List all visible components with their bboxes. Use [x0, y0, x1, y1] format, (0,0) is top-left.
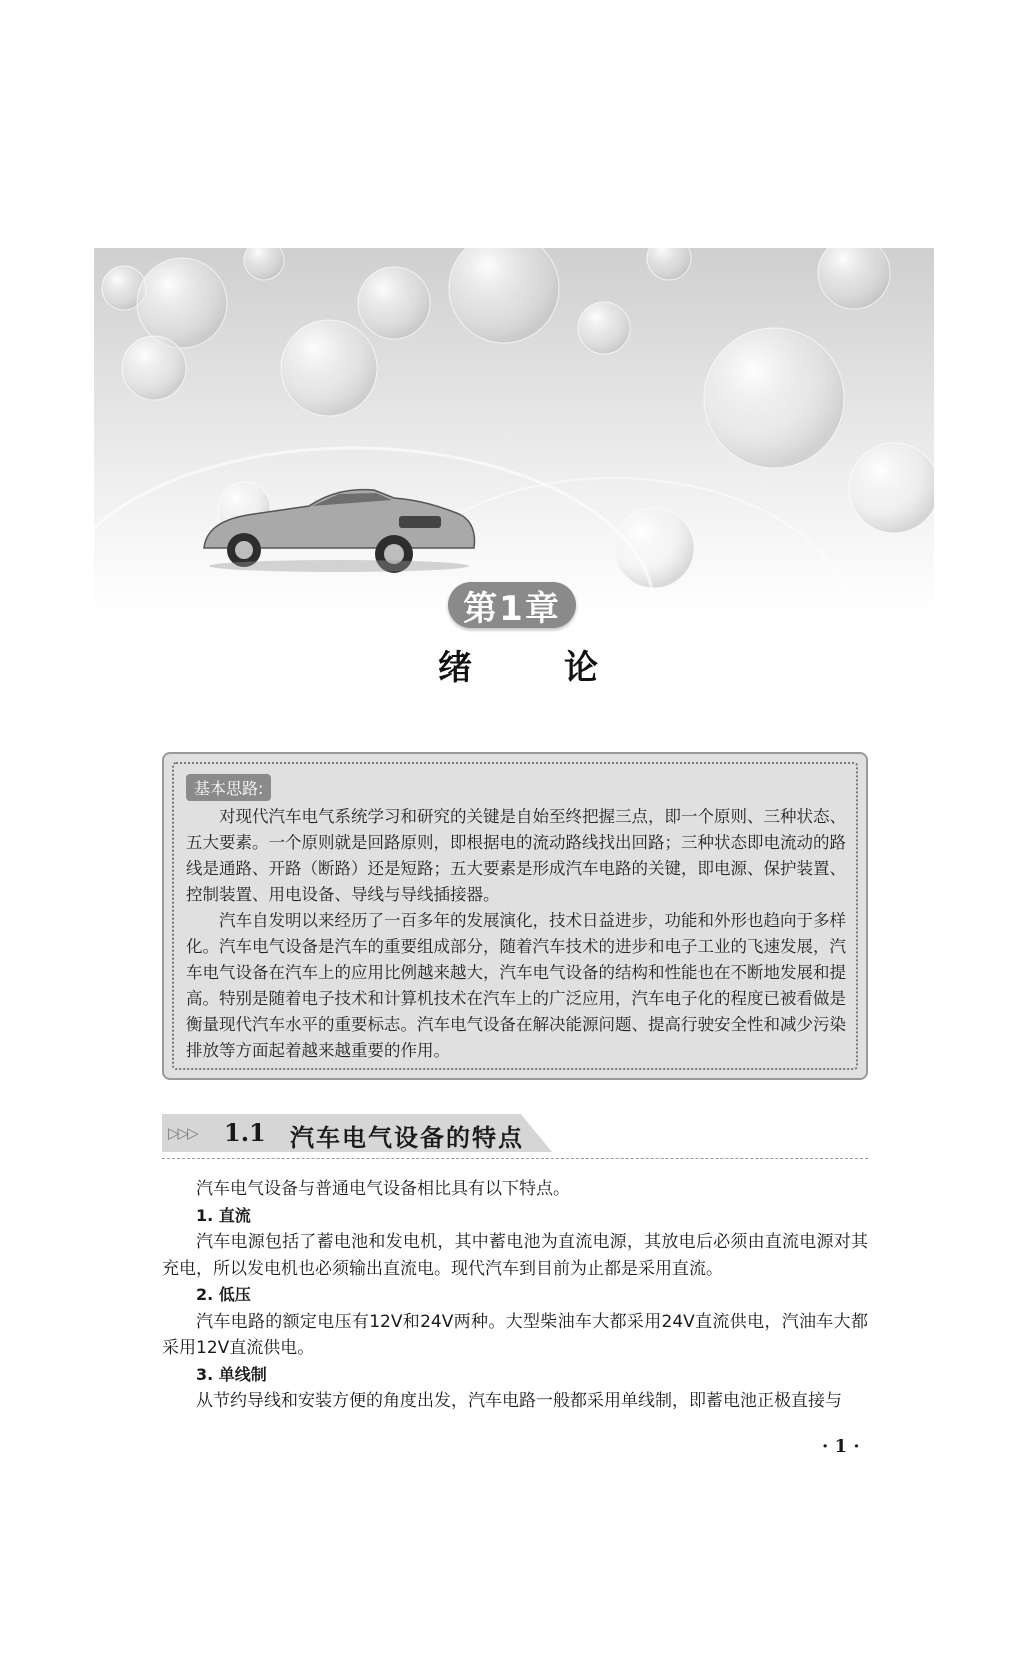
item-paragraph: 汽车电源包括了蓄电池和发电机，其中蓄电池为直流电源，其放电后必须由直流电源对其充电，所以发电机也必须输出直流电。现代汽车到目前为止都是采用直流。	[162, 1232, 868, 1279]
box-paragraph: 汽车自发明以来经历了一百多年的发展演化，技术日益进步，功能和外形也趋向于多样化。汽车电气设备是汽车的重要组成部分，随着汽车技术的进步和电子工业的飞速发展，汽车电气设备在汽车上的应用比例越来越大，汽车电气设备的结构和性能也在不断地发展和提高。特别是随着电子技术和计算机技术在汽车上的广泛应用，汽车电子化的程度已被看做是衡量现代汽车水平的重要标志。汽车电气设备在解决能源问题、提高行驶安全性和减少污染排放等方面起着越来越重要的作用。	[186, 911, 846, 1060]
bubbles-illustration	[94, 248, 934, 618]
section-divider	[162, 1158, 868, 1159]
intro-paragraph: 汽车电气设备与普通电气设备相比具有以下特点。	[196, 1179, 570, 1199]
section-body	[162, 1176, 868, 1415]
page-number: · 1 ·	[822, 1436, 860, 1457]
box-text	[186, 804, 846, 1064]
chapter-number-badge	[448, 582, 576, 628]
section-arrows-icon: ▷▷▷	[168, 1124, 197, 1142]
chapter-banner-image	[94, 248, 934, 618]
item-heading: 3. 单线制	[196, 1364, 267, 1384]
item-heading: 2. 低压	[196, 1285, 251, 1304]
chapter-title-char: 绪	[438, 648, 472, 688]
item-paragraph: 从节约导线和安装方便的角度出发，汽车电路一般都采用单线制，即蓄电池正极直接与	[196, 1391, 842, 1411]
section-number: 1.1	[224, 1118, 266, 1147]
item-heading: 1. 直流	[196, 1205, 251, 1225]
box-paragraph: 对现代汽车电气系统学习和研究的关键是自始至终把握三点，即一个原则、三种状态、五大要素。一个原则就是回路原则，即根据电的流动路线找出回路；三种状态即电流动的路线是通路、开路（断路）还是短路；五大要素是形成汽车电路的关键，即电源、保护装置、控制装置、用电设备、导线与导线插接器。	[186, 807, 846, 904]
chapter-title-char: 论	[564, 648, 598, 688]
chapter-number: 第1章	[463, 588, 561, 629]
section-title: 汽车电气设备的特点	[290, 1124, 524, 1152]
item-paragraph: 汽车电路的额定电压有12V和24V两种。大型柴油车大都采用24V直流供电，汽油车大都采用12V直流供电。	[162, 1311, 868, 1358]
basic-approach-box	[162, 752, 868, 1080]
section-heading	[162, 1114, 868, 1156]
chapter-title	[438, 640, 598, 686]
box-label: 基本思路:	[186, 774, 271, 801]
